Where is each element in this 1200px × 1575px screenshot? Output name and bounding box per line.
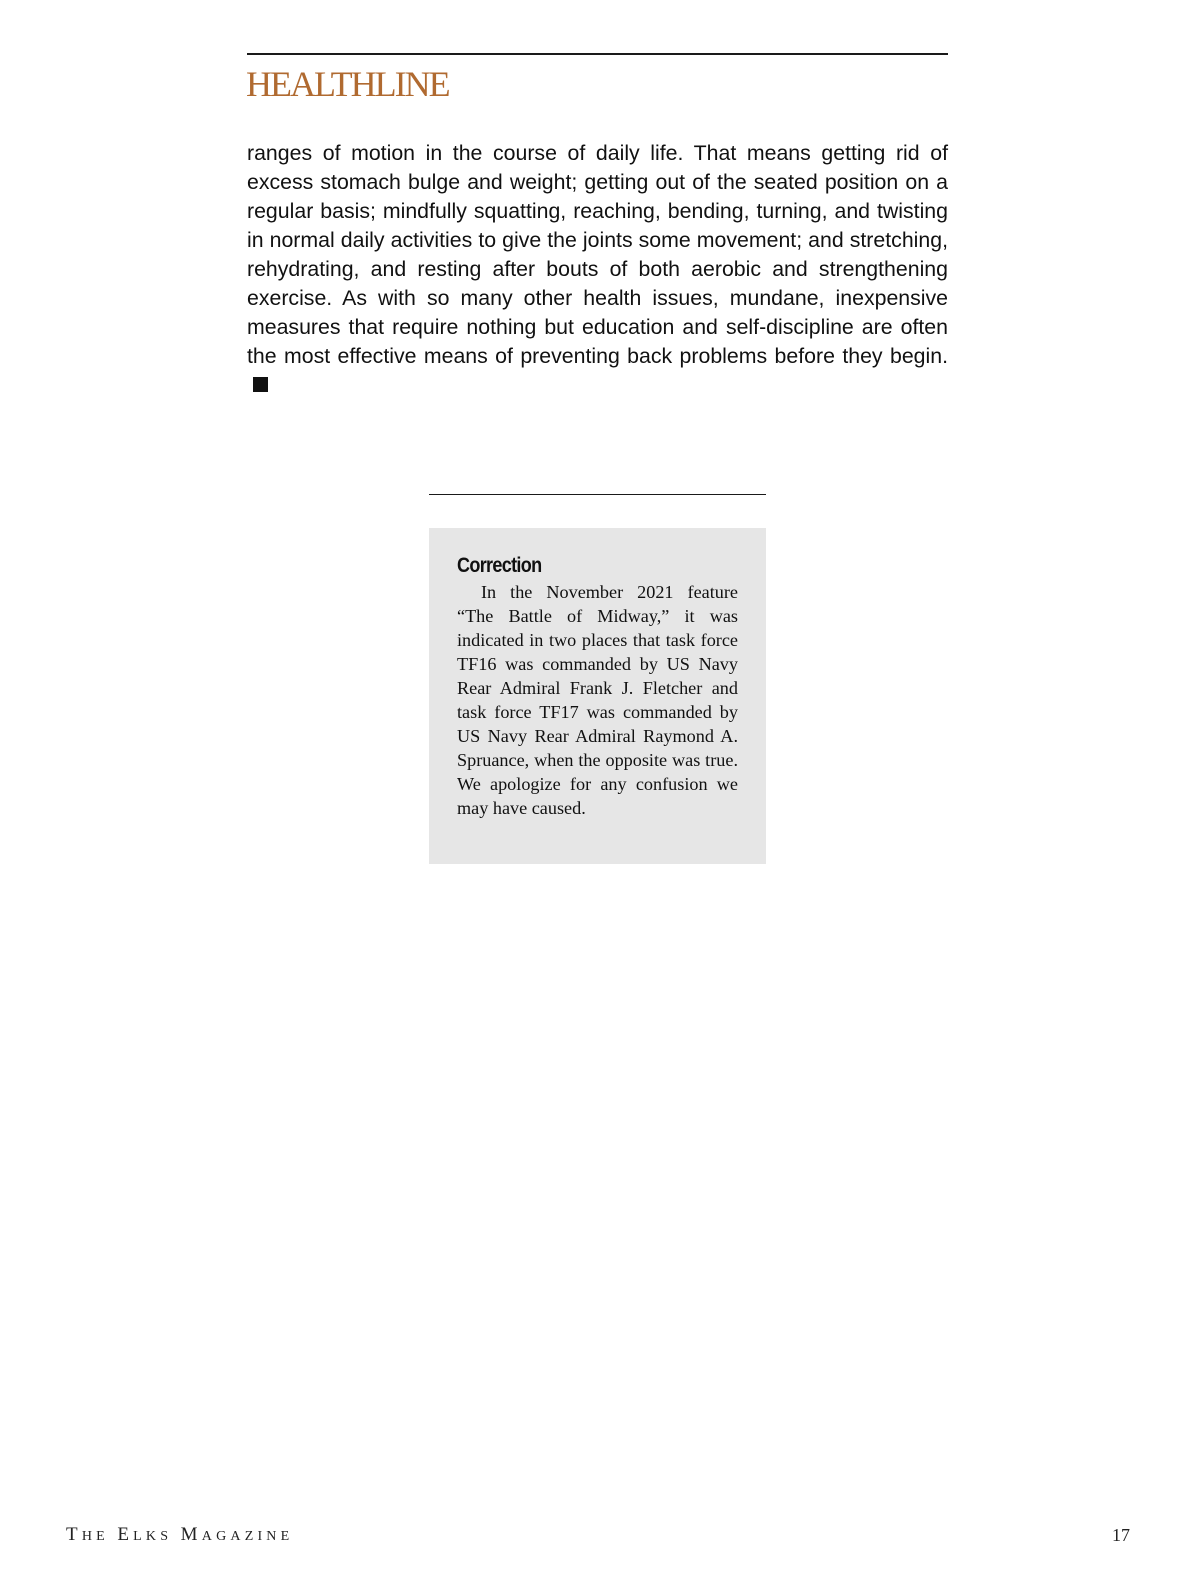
correction-box [429,528,766,864]
correction-title: Correction [457,554,542,577]
end-mark-square-icon [253,377,268,392]
footer-magazine-name [66,1523,293,1549]
footer-magazine-name-text: THE ELKS MAGAZINE [66,1524,294,1545]
header-rule [247,53,948,55]
correction-text: In the November 2021 feature “The Battle of Midway,” it was indicated in two places that task force TF16 was commanded by US Navy Rear Admiral Frank J. Fletcher and task force TF17 was commanded by US Navy Rear Admiral Raymond A. Spruance, when the opposite was true. We apologize for any confusion we may have caused. [457,582,738,818]
section-title: HEALTHLINE [246,64,449,104]
article-text: ranges of motion in the course of daily life. That means getting rid of excess stomach bulge and weight; getting out of the seated position on a regular basis; mindfully squatting, reaching, bending, turning, and twisting in normal daily activities to give the joints some movement; and stretching, rehydrating, and resting after bouts of both aerobic and strengthening exercise. As with so many other health issues, mundane, inexpensive measures that require nothing but education and self-discipline are often the most effective means of preventing back problems before they begin. [247,141,948,368]
article-body [247,139,948,400]
page-number: 17 [1112,1525,1130,1545]
sidebar-rule [429,494,766,495]
